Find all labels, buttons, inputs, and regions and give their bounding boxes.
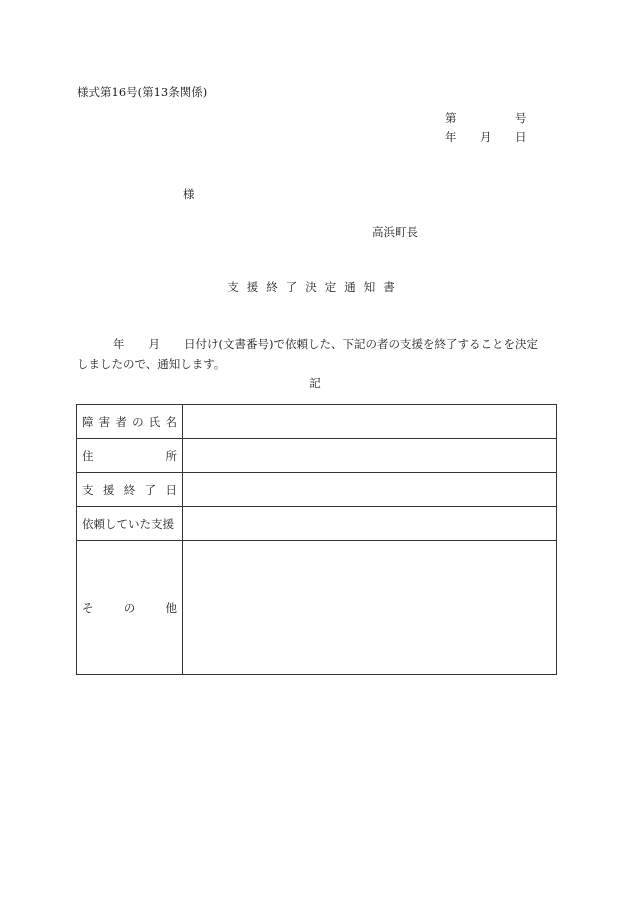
value-requested-support[interactable] [183,507,557,541]
label-support-end-date: 支 援 終 了 日 [77,473,183,507]
table-row [77,473,557,507]
table-row [77,405,557,439]
body-year: 年 [113,337,125,351]
document-number-prefix: 第 [445,111,457,125]
details-table [76,404,557,675]
label-other: そ の 他 [77,541,183,675]
label-address: 住 所 [77,439,183,473]
date-year: 年 [445,130,457,144]
recipient-honorific: 様 [183,187,195,201]
sender-name: 高浜町長 [372,225,418,239]
table-row [77,507,557,541]
form-number-label: 様式第16号(第13条関係) [77,85,208,99]
body-month: 月 [148,337,160,351]
value-other[interactable] [183,541,557,675]
label-requested-support: 依頼していた支援 [77,507,183,541]
body-text-line-2: しましたので、通知します。 [77,357,226,371]
ki-heading: 記 [309,376,321,390]
table-row [77,439,557,473]
document-title: 支援終了決定通知書 [227,280,403,294]
date-month: 月 [480,130,492,144]
label-disabled-person-name: 障 害 者 の 氏 名 [77,405,183,439]
date-day: 日 [515,130,527,144]
document-number-suffix: 号 [515,111,527,125]
value-address[interactable] [183,439,557,473]
value-disabled-person-name[interactable] [183,405,557,439]
table-row [77,541,557,675]
body-text-line-1 [113,336,538,352]
body-main-text: 日付け(文書番号)で依頼した、下記の者の支援を終了することを決定 [184,337,538,351]
value-support-end-date[interactable] [183,473,557,507]
